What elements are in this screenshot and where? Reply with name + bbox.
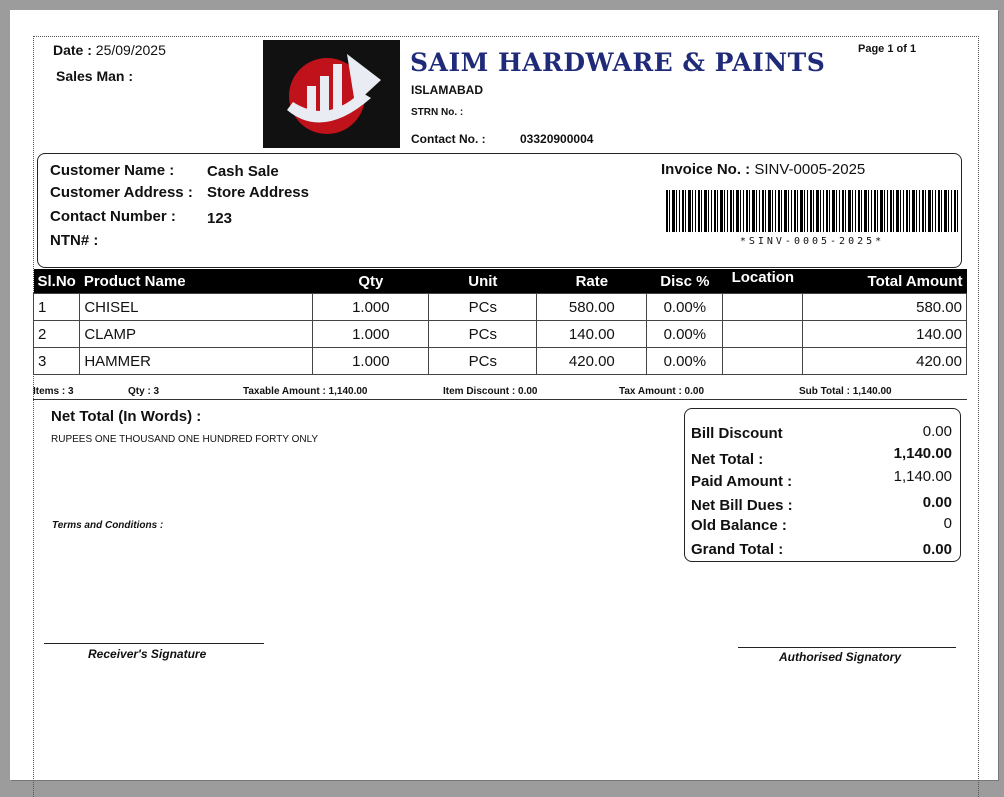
cell-location (723, 321, 803, 348)
cell-rate: 140.00 (537, 321, 647, 348)
invoice-value: SINV-0005-2025 (754, 161, 866, 178)
summary-items: Items : 3 (33, 386, 74, 397)
contact-number-label: Contact Number : (50, 208, 176, 225)
col-qty: Qty (313, 269, 429, 294)
cell-rate: 420.00 (537, 348, 647, 375)
cell-product: CHISEL (80, 294, 313, 321)
table-row (34, 321, 967, 348)
company-city: ISLAMABAD (411, 83, 483, 97)
old-balance-value: 0 (943, 515, 952, 532)
contact-label: Contact No. : (411, 132, 486, 146)
cell-disc: 0.00% (647, 321, 723, 348)
summary-taxable: Taxable Amount : 1,140.00 (243, 386, 368, 397)
table-row (34, 348, 967, 375)
page-number: Page 1 of 1 (858, 43, 917, 55)
ntn-label: NTN# : (50, 232, 99, 249)
date-line (53, 42, 166, 58)
col-disc: Disc % (647, 269, 723, 294)
paid-amount-value: 1,140.00 (893, 468, 952, 485)
net-total-words-value: RUPEES ONE THOUSAND ONE HUNDRED FORTY ONLY (51, 434, 319, 445)
authorised-signatory-label: Authorised Signatory (779, 650, 902, 664)
receiver-signature-label: Receiver's Signature (88, 647, 207, 661)
invoice-label: Invoice No. : (661, 161, 751, 178)
barcode-text: *SINV-0005-2025* (739, 236, 885, 247)
cell-location (723, 294, 803, 321)
contact-value: 03320900004 (520, 132, 594, 146)
table-row (34, 294, 967, 321)
invoice-page (10, 10, 998, 780)
summary-sub-total: Sub Total : 1,140.00 (799, 386, 892, 397)
col-location: Location (723, 269, 803, 294)
cell-location (723, 348, 803, 375)
summary-qty: Qty : 3 (128, 386, 160, 397)
customer-address-value: Store Address (207, 184, 309, 201)
net-total-value: 1,140.00 (893, 445, 952, 462)
company-name: SAIM HARDWARE & PAINTS (410, 48, 826, 77)
col-rate: Rate (537, 269, 647, 294)
net-total-label: Net Total : (691, 451, 764, 468)
net-bill-dues-label: Net Bill Dues : (691, 497, 793, 514)
salesman-label: Sales Man : (56, 68, 134, 84)
cell-product: CLAMP (80, 321, 313, 348)
net-bill-dues-row (691, 494, 952, 517)
totals-box (684, 408, 961, 562)
col-product: Product Name (80, 269, 313, 294)
col-unit: Unit (429, 269, 537, 294)
old-balance-label: Old Balance : (691, 517, 787, 534)
invoice-number (661, 161, 865, 178)
cell-unit: PCs (429, 294, 537, 321)
cell-total: 420.00 (803, 348, 967, 375)
bill-discount-label: Bill Discount (691, 425, 783, 442)
company-logo (263, 40, 400, 148)
cell-sl: 3 (34, 348, 80, 375)
cell-disc: 0.00% (647, 348, 723, 375)
cell-qty: 1.000 (313, 294, 429, 321)
cell-total: 580.00 (803, 294, 967, 321)
grand-total-label: Grand Total : (691, 541, 784, 558)
summary-tax-amount: Tax Amount : 0.00 (619, 386, 705, 397)
cell-sl: 1 (34, 294, 80, 321)
grand-total-row (691, 541, 952, 561)
summary-item-discount: Item Discount : 0.00 (443, 386, 538, 397)
date-value: 25/09/2025 (95, 42, 166, 58)
customer-address-label: Customer Address : (50, 184, 193, 201)
net-total-words-label: Net Total (In Words) : (51, 408, 202, 425)
table-header-row (34, 269, 967, 294)
net-bill-dues-value: 0.00 (922, 494, 952, 511)
bill-discount-row (691, 425, 952, 445)
col-total: Total Amount (803, 269, 967, 294)
cell-disc: 0.00% (647, 294, 723, 321)
cell-qty: 1.000 (313, 348, 429, 375)
paid-amount-row (691, 468, 952, 493)
col-sl: Sl.No (34, 269, 80, 294)
cell-unit: PCs (429, 321, 537, 348)
terms-label: Terms and Conditions : (52, 520, 164, 531)
contact-number-value: 123 (207, 210, 233, 227)
customer-name-value: Cash Sale (207, 163, 279, 180)
cell-rate: 580.00 (537, 294, 647, 321)
invoice-barcode (666, 190, 958, 232)
authorised-signature-line (738, 647, 956, 648)
bill-discount-value: 0.00 (922, 423, 952, 440)
cell-product: HAMMER (80, 348, 313, 375)
cell-unit: PCs (429, 348, 537, 375)
old-balance-row (691, 517, 952, 537)
grand-total-value: 0.00 (922, 541, 952, 558)
receiver-signature-line (44, 643, 264, 644)
customer-name-label: Customer Name : (50, 162, 175, 179)
date-label: Date : (53, 42, 92, 58)
summary-row (33, 383, 967, 400)
cell-sl: 2 (34, 321, 80, 348)
items-table (33, 269, 967, 375)
cell-total: 140.00 (803, 321, 967, 348)
strn-label: STRN No. : (411, 107, 464, 118)
paid-amount-label: Paid Amount : (691, 473, 793, 490)
cell-qty: 1.000 (313, 321, 429, 348)
